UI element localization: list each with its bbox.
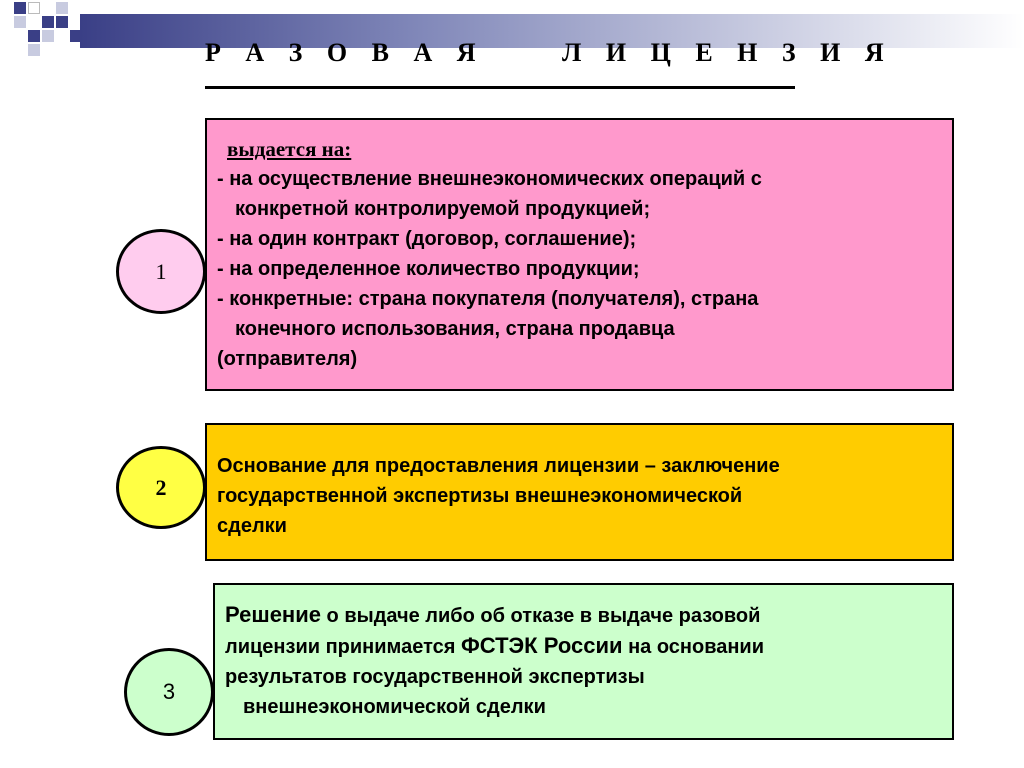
decor-square <box>42 16 54 28</box>
step-3-circle <box>124 648 214 736</box>
step-1-line: - на один контракт (договор, соглашение); <box>217 228 637 250</box>
step-1-circle <box>116 229 206 314</box>
step-2-circle <box>116 446 206 529</box>
decor-square <box>14 16 26 28</box>
step-1-line: конечного использования, страна продавца <box>235 318 675 340</box>
step-1-line: конкретной контролируемой продукцией; <box>235 198 651 220</box>
step-3-box <box>213 583 954 740</box>
decor-square <box>56 16 68 28</box>
step-1-heading: выдается на: <box>227 137 352 161</box>
decor-square <box>42 30 54 42</box>
step-1-line: - на определенное количество продукции; <box>217 258 640 280</box>
step-3-agency: ФСТЭК России <box>460 633 623 658</box>
step-3-text: лицензии принимается <box>225 636 456 658</box>
decor-square <box>28 44 40 56</box>
step-1-box <box>205 118 954 391</box>
step-1-number: 1 <box>155 258 167 284</box>
step-2-box <box>205 423 954 561</box>
step-3-number: 3 <box>162 679 176 704</box>
step-1-line: (отправителя) <box>217 348 358 370</box>
step-2-line: государственной экспертизы внешнеэкономической <box>217 485 743 507</box>
step-3-line-1 <box>225 600 942 631</box>
step-2-line: сделки <box>217 515 287 537</box>
step-3-text: о выдаче либо об отказе в выдаче разовой <box>326 605 761 627</box>
step-3-line-4: внешнеэкономической сделки <box>243 696 546 718</box>
decor-square <box>28 2 40 14</box>
title-underline <box>205 86 795 89</box>
step-1-line: - на осуществление внешнеэкономических операций с <box>217 168 762 190</box>
decor-square <box>28 30 40 42</box>
step-2-line: Основание для предоставления лицензии – заключение <box>217 455 780 477</box>
decor-square <box>56 2 68 14</box>
step-3-emphasis: Решение <box>225 602 321 627</box>
decor-square <box>70 30 82 42</box>
decor-square <box>14 2 26 14</box>
step-3-text: на основании <box>628 636 765 658</box>
step-3-line-2 <box>225 631 942 662</box>
page-title: Р А З О В А Я Л И Ц Е Н З И Я <box>205 38 893 67</box>
step-2-number: 2 <box>155 474 167 500</box>
step-3-line-3: результатов государственной экспертизы <box>225 666 645 688</box>
step-1-line: - конкретные: страна покупателя (получателя), страна <box>217 288 759 310</box>
